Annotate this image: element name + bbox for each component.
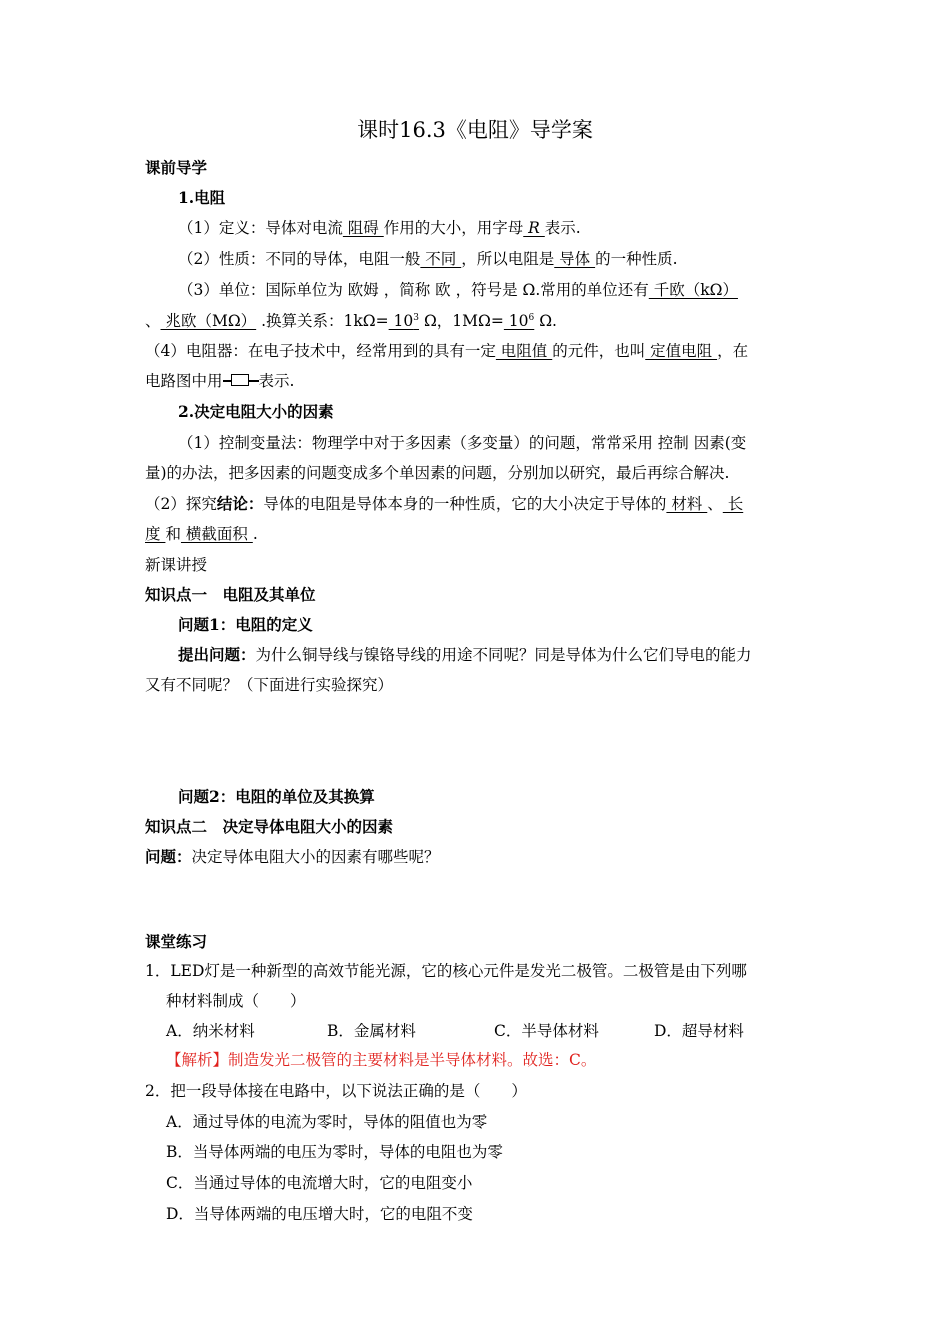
blank-answer: 定值电阻: [645, 342, 718, 360]
resistor-symbol-line: 电路图中用 表示.: [145, 372, 295, 390]
practice-question-2: 2．把一段导体接在电路中，以下说法正确的是（ ）: [145, 1082, 527, 1100]
blank-answer: 电阻值: [495, 342, 553, 360]
unit-line: （3）单位：国际单位为 欧姆 ，简称 欧 ，符号是 Ω.常用的单位还有 千欧（kΩ）: [178, 281, 738, 299]
section-heading-pre-study: 课前导学: [145, 158, 208, 177]
practice-question-1-cont: 种材料制成（ ）: [166, 992, 306, 1010]
practice-question-1-analysis: 【解析】制造发光二极管的主要材料是半导体材料。故选：C。: [166, 1051, 597, 1069]
section-heading-new-lesson: 新课讲授: [145, 556, 208, 574]
knowledge-point-2-question: 问题：决定导体电阻大小的因素有哪些呢？: [145, 847, 440, 866]
option-c: C．半导体材料: [494, 1022, 599, 1040]
knowledge-point-2: 知识点二 决定导体电阻大小的因素: [145, 817, 394, 836]
blank-answer: 千欧（kΩ）: [648, 281, 738, 299]
blank-answer: 长: [722, 495, 744, 513]
blank-answer: 度: [145, 525, 166, 543]
subsection-heading-resistance: 1.电阻: [178, 188, 226, 207]
question-1-prompt-cont: 又有不同呢？（下面进行实验探究）: [145, 676, 394, 694]
control-variable-line-2: 量)的办法，把多因素的问题变成多个单因素的问题，分别加以研究，最后再综合解决.: [145, 464, 730, 482]
subsection-heading-factors: 2.决定电阻大小的因素: [178, 402, 334, 421]
property-line: （2）性质：不同的导体，电阻一般 不同 ，所以电阻是 导体 的一种性质.: [178, 250, 678, 268]
practice-question-2-option-b: B．当导体两端的电压为零时，导体的电阻也为零: [166, 1143, 503, 1161]
page-title: 课时16.3《电阻》导学案: [357, 118, 593, 142]
section-heading-practice: 课堂练习: [145, 932, 208, 951]
blank-answer: 兆欧（MΩ）: [160, 312, 257, 330]
conclusion-line-1: （2）探究结论：导体的电阻是导体本身的一种性质，它的大小决定于导体的 材料 、 长: [145, 494, 744, 513]
question-2-heading: 问题2：电阻的单位及其换算: [178, 787, 375, 806]
blank-answer: 材料: [666, 495, 708, 513]
option-a: A．纳米材料: [166, 1022, 255, 1040]
blank-answer: 横截面积: [180, 525, 253, 543]
knowledge-point-1: 知识点一 电阻及其单位: [145, 585, 316, 604]
blank-answer: $10^6$: [503, 312, 535, 330]
practice-question-2-option-d: D．当导体两端的电压增大时，它的电阻不变: [166, 1205, 473, 1223]
control-variable-line-1: （1）控制变量法：物理学中对于多因素（多变量）的问题，常常采用 控制 因素(变: [178, 434, 747, 452]
conclusion-line-2: 度 和 横截面积 .: [145, 525, 258, 543]
blank-answer: 导体: [554, 250, 596, 268]
question-1-heading: 问题1：电阻的定义: [178, 615, 313, 634]
blank-answer: 不同: [420, 250, 462, 268]
blank-answer: R: [523, 219, 545, 237]
practice-question-2-option-a: A．通过导体的电流为零时，导体的阻值也为零: [166, 1113, 488, 1131]
unit-conversion-line: 、 兆欧（MΩ） .换算关系：$1k\Omega= 10^3$ Ω，$1M\Omega= 10^6$ Ω.: [145, 312, 557, 330]
option-d: D．超导材料: [654, 1022, 744, 1040]
resistor-symbol-icon: [223, 374, 259, 388]
definition-line: （1）定义：导体对电流 阻碍 作用的大小，用字母 R 表示.: [178, 219, 581, 237]
blank-answer: $10^3$: [388, 312, 420, 330]
practice-question-1: 1．LED灯是一种新型的高效节能光源，它的核心元件是发光二极管。二极管是由下列哪: [145, 962, 747, 980]
blank-answer: 阻碍: [342, 219, 384, 237]
practice-question-2-option-c: C．当通过导体的电流增大时，它的电阻变小: [166, 1174, 473, 1192]
question-1-prompt: 提出问题：为什么铜导线与镍铬导线的用途不同呢？同是导体为什么它们导电的能力: [178, 645, 752, 664]
resistor-line: （4）电阻器：在电子技术中，经常用到的具有一定 电阻值 的元件，也叫 定值电阻 ，在: [145, 342, 749, 360]
option-b: B．金属材料: [327, 1022, 416, 1040]
